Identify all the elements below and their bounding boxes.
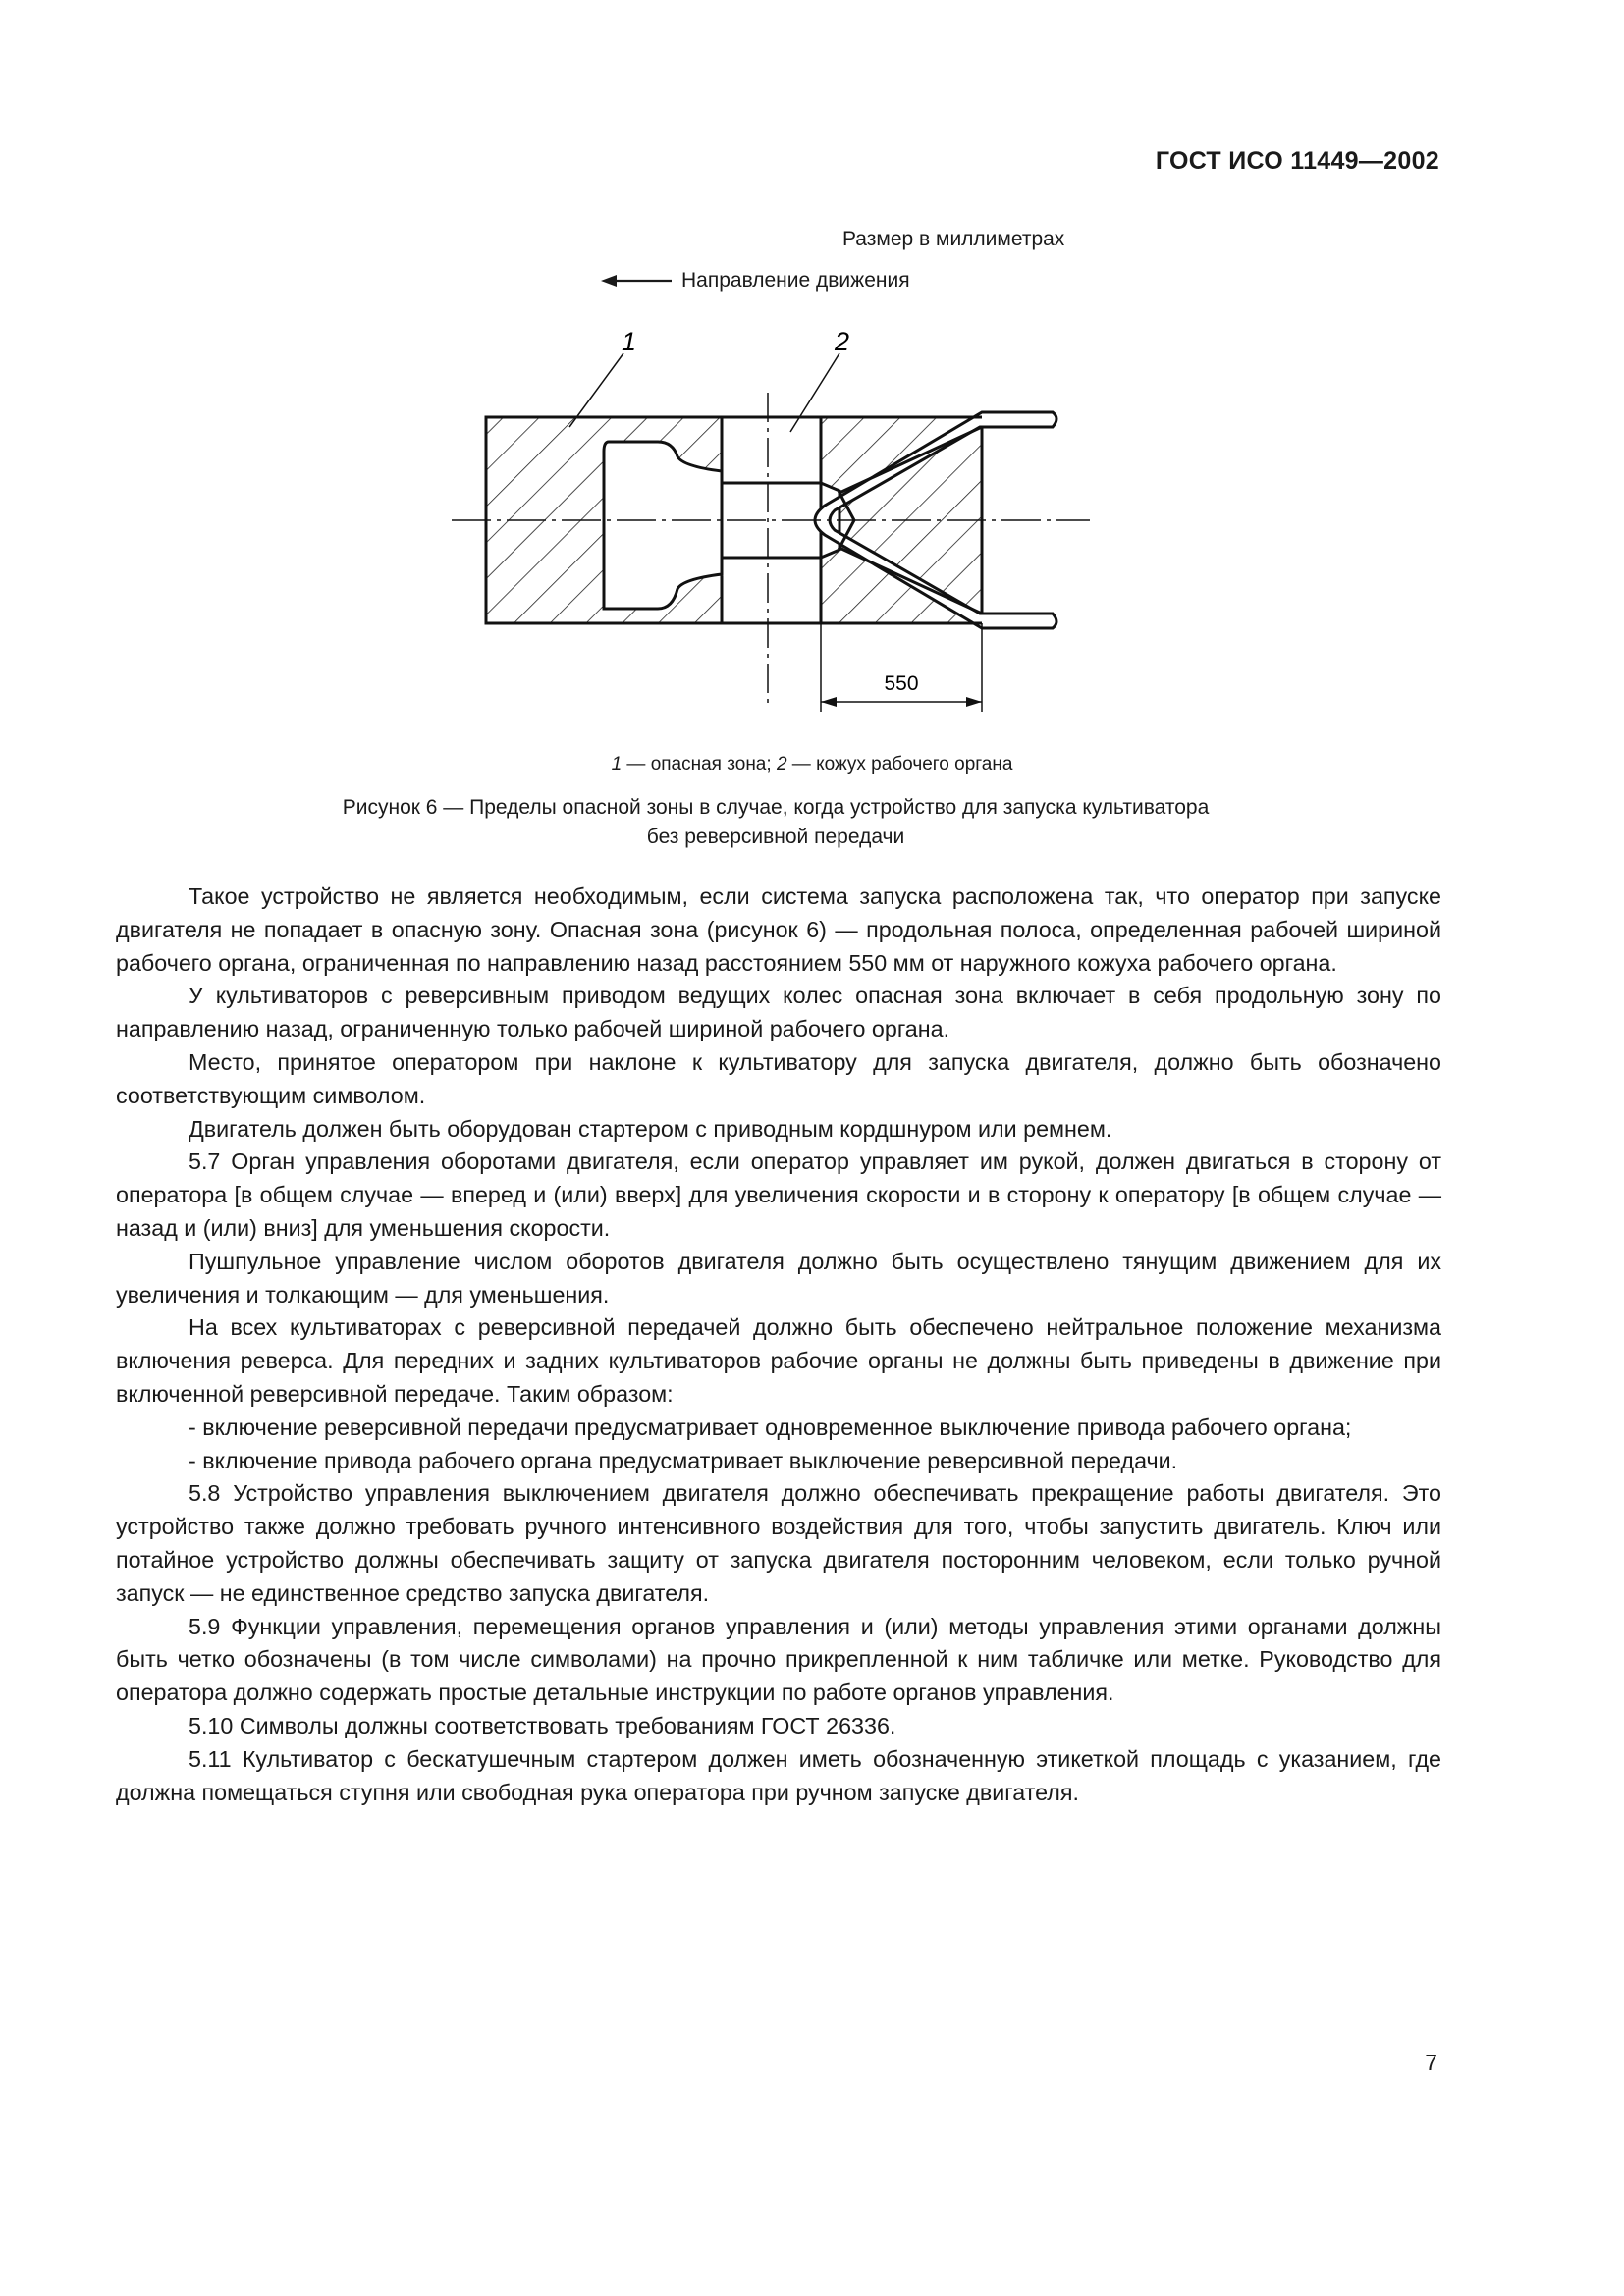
paragraph: 5.8 Устройство управления выключением двигателя должно обеспечивать прекращение работы двигателя. Это устройство также должно требовать ручного интенсивного воздействия для того, чтобы запустить двигатель. Ключ или потайное устройство должны обеспечивать защиту от запуска двигателя посторонним человеком, если только ручной запуск — не единственное средство запуска двигателя. [116,1480,1441,1606]
paragraph: Место, принятое оператором при наклоне к культиватору для запуска двигателя, должно быть обозначено соответствующим символом. [116,1048,1441,1108]
callout-1: 1 [622,327,637,356]
dimension-value: 550 [884,672,919,695]
direction-label: Направление движения [681,269,910,292]
paragraph: На всех культиваторах с реверсивной передачей должно быть обеспечено нейтральное положение механизма включения реверса. Для передних и задних культиваторов рабочие органы не должны быть приведены в движение при включенной реверсивной передаче. Таким образом: [116,1314,1441,1407]
dimension-arrow-right [966,697,982,707]
paragraph: 5.10 Символы должны соответствовать требованиям ГОСТ 26336. [189,1712,896,1738]
left-arrow-icon [601,274,672,288]
units-note: Размер в миллиметрах [842,228,1065,250]
paragraph: - включение реверсивной передачи предусматривает одновременное выключение привода рабочего органа; [189,1414,1352,1440]
document-code: ГОСТ ИСО 11449—2002 [1155,147,1439,175]
danger-zone-figure [452,324,1119,717]
paragraph: - включение привода рабочего органа предусматривает выключение реверсивной передачи. [189,1447,1178,1473]
figure-caption [245,793,1306,852]
paragraph: Двигатель должен быть оборудован стартером с приводным кордшнуром или ремнем. [189,1115,1112,1142]
paragraph: 5.11 Культиватор с бескатушечным стартером должен иметь обозначенную этикеткой площадь с указанием, где должна помещаться ступня или свободная рука оператора при ручном запуске двигателя. [116,1745,1441,1805]
direction-indicator [601,269,910,293]
callout-2: 2 [835,327,850,356]
shield-bottom [722,558,821,623]
legend-text-1: — опасная зона; [622,754,777,774]
shield-top [722,417,821,483]
body-text [116,881,1441,1809]
caption-line-2: без реверсивной передачи [646,826,905,848]
legend-text-2: — кожух рабочего органа [786,754,1013,774]
paragraph: Такое устройство не является необходимым, если система запуска расположена так, что оператор при запуске двигателя не попадает в опасную зону. Опасная зона (рисунок 6) — продольная полоса, определенная рабочей шириной рабочего органа, ограниченная по направлению назад расстоянием 550 мм от наружного кожуха рабочего органа. [116,883,1441,976]
legend-number-2: 2 [776,754,787,774]
dimension-arrow-left [821,697,837,707]
paragraph: 5.9 Функции управления, перемещения органов управления и (или) методы управления этими органами должны быть четко обозначены (в том числе символами) на прочно прикрепленной к ним табличке или метке. Руководство для оператора должно содержать простые детальные инструкции по работе органов управления. [116,1613,1441,1706]
caption-line-1: Рисунок 6 — Пределы опасной зоны в случае, когда устройство для запуска культиватора [342,796,1210,819]
paragraph: У культиваторов с реверсивным приводом ведущих колес опасная зона включает в себя продольную зону по направлению назад, ограниченную только рабочей шириной рабочего органа. [116,983,1441,1042]
legend-number-1: 1 [611,754,623,774]
page-number: 7 [1425,2050,1437,2075]
figure-legend [0,754,1624,775]
paragraph: Пушпульное управление числом оборотов двигателя должно быть осуществлено тянущим движением для их увеличения и толкающим — для уменьшения. [116,1248,1441,1308]
paragraph: 5.7 Орган управления оборотами двигателя, если оператор управляет им рукой, должен двигаться в сторону от оператора [в общем случае — вперед и (или) вверх] для увеличения скорости и в сторону к оператору [в общем случае — назад и (или) вниз] для уменьшения скорости. [116,1148,1441,1241]
